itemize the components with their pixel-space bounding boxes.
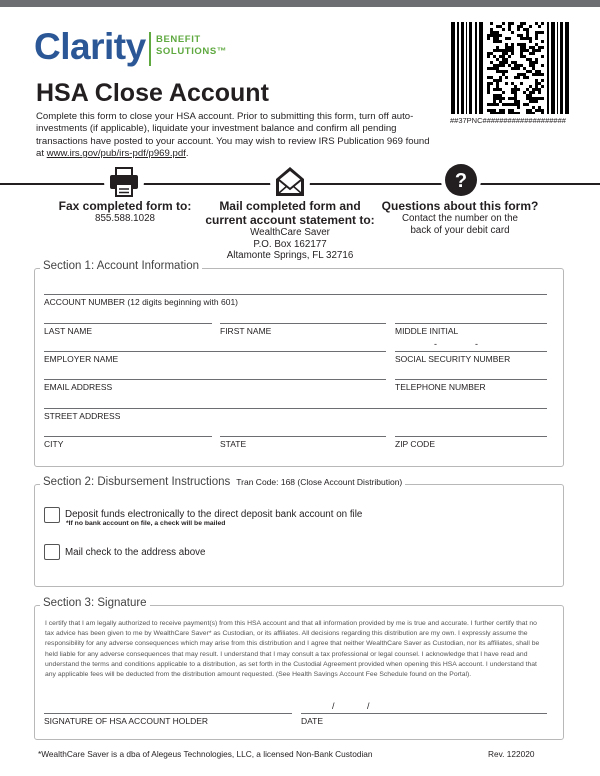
middle-initial-field[interactable] — [395, 323, 547, 324]
email-field[interactable] — [44, 379, 386, 380]
certification-text: I certify that I am legally authorized to receive payment(s) from this HSA account and that all information provided by me is true and accurate. I further certify that no tax advice has been given to me by WealthCare Saver* as Custodian, or its affiliates. All decisions regarding this distribution are my own. I expressly assume the responsibility for any adverse consequences which may arise from this distribution and I agree that neither WealthCare Saver as Custodian, nor its affiliates, shall be held liable for any adverse consequences that may result. I understand that I may consult a tax professional or legal counsel. I acknowledge that I have read and understand the terms and conditions applicable to a distribution, as set forth in the Custodial Agreement provided when opening this HSA account. I understand that any applicable fees will be deducted from the distribution amount requested. (See Health Savings Account Fee Schedule found on the Portal). — [45, 620, 540, 679]
question-icon — [441, 160, 481, 200]
street-address-label: STREET ADDRESS — [44, 411, 121, 421]
footer-note: *WealthCare Saver is a dba of Alegeus Technologies, LLC, a licensed Non-Bank Custodian — [38, 749, 373, 759]
svg-text:?: ? — [454, 170, 468, 192]
deposit-electronically-label: Deposit funds electronically to the direct deposit bank account on file — [65, 509, 363, 520]
irs-publication-link[interactable]: www.irs.gov/pub/irs-pdf/p969.pdf — [46, 147, 186, 159]
intro-text: Complete this form to close your HSA account. Prior to submitting this form, turn off auto-investments (if applicable), liquidate your investment balance and confirm all pending transactions have posted to your account. You may wish to review IRS Publication 969 found at www.irs.gov/pub/irs-pdf/p969.pdf. — [36, 111, 430, 159]
barcode — [451, 22, 569, 114]
signature-field[interactable] — [44, 713, 292, 714]
city-field[interactable] — [44, 436, 212, 437]
account-number-field[interactable] — [44, 294, 547, 295]
section-disbursement-instructions — [34, 476, 564, 587]
street-address-field[interactable] — [44, 408, 547, 409]
email-label: EMAIL ADDRESS — [44, 382, 113, 392]
zip-code-field[interactable] — [395, 436, 547, 437]
ssn-separator: - — [475, 339, 478, 349]
fax-icon — [104, 162, 144, 202]
mail-check-checkbox[interactable] — [44, 544, 60, 560]
deposit-electronically-checkbox[interactable] — [44, 507, 60, 523]
date-label: DATE — [301, 716, 324, 726]
ssn-separator: - — [434, 339, 437, 349]
date-field[interactable] — [301, 713, 547, 714]
top-bar — [0, 0, 600, 7]
first-name-label: FIRST NAME — [220, 326, 272, 336]
fax-number: 855.588.1028 — [95, 213, 155, 224]
first-name-field[interactable] — [220, 323, 386, 324]
logo-subtitle: BENEFIT SOLUTIONS™ — [156, 34, 227, 57]
signature-label: SIGNATURE OF HSA ACCOUNT HOLDER — [44, 716, 209, 726]
ssn-field[interactable] — [395, 351, 547, 352]
deposit-note: *If no bank account on file, a check will be mailed — [66, 520, 226, 527]
middle-initial-label: MIDDLE INITIAL — [395, 326, 459, 336]
tran-code: Tran Code: 168 (Close Account Distribution) — [236, 477, 403, 487]
mail-check-label: Mail check to the address above — [65, 547, 206, 558]
account-number-label: ACCOUNT NUMBER (12 digits beginning with 601) — [44, 297, 239, 307]
section3-title: Section 3: Signature — [40, 597, 150, 609]
envelope-icon — [270, 162, 310, 202]
fax-contact: Fax completed form to: 855.588.1028 — [48, 199, 202, 225]
employer-name-label: EMPLOYER NAME — [44, 354, 119, 364]
revision-number: Rev. 122020 — [488, 749, 535, 759]
page-title: HSA Close Account — [36, 79, 269, 107]
date-separator: / — [332, 701, 335, 711]
telephone-label: TELEPHONE NUMBER — [395, 382, 486, 392]
employer-name-field[interactable] — [44, 351, 386, 352]
city-label: CITY — [44, 439, 64, 449]
last-name-label: LAST NAME — [44, 326, 93, 336]
date-separator: / — [367, 701, 370, 711]
last-name-field[interactable] — [44, 323, 212, 324]
mail-contact: Mail completed form and current account statement to: WealthCare Saver P.O. Box 162177 Altamonte Springs, FL 32716 — [205, 199, 375, 261]
logo-wordmark: Clarity — [34, 26, 146, 67]
ssn-label: SOCIAL SECURITY NUMBER — [395, 354, 511, 364]
questions-contact: Questions about this form? Contact the number on the back of your debit card — [381, 199, 539, 236]
section2-title: Section 2: Disbursement Instructions Tran Code: 168 (Close Account Distribution) — [40, 476, 405, 488]
barcode-text: ##37PNC#################### — [450, 116, 566, 125]
logo-divider — [149, 32, 151, 66]
state-field[interactable] — [220, 436, 386, 437]
state-label: STATE — [220, 439, 247, 449]
section1-title: Section 1: Account Information — [40, 260, 202, 272]
telephone-field[interactable] — [395, 379, 547, 380]
zip-code-label: ZIP CODE — [395, 439, 435, 449]
